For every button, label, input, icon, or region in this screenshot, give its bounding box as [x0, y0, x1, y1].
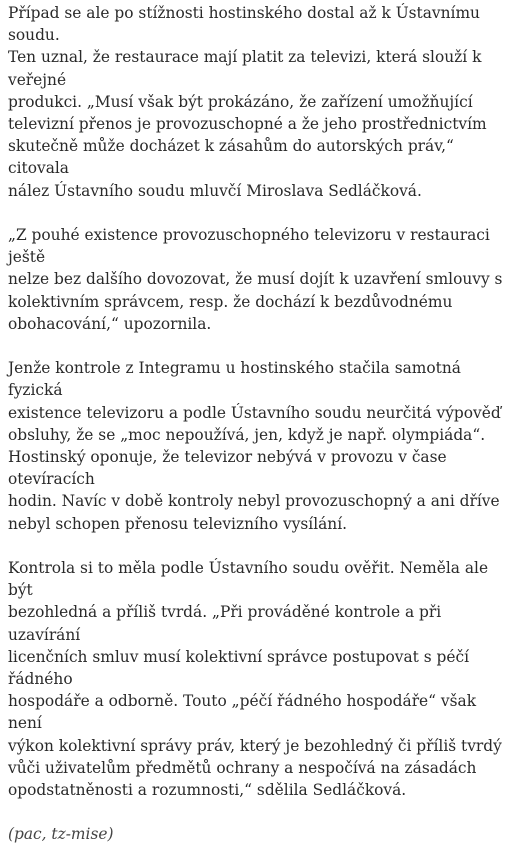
article-paragraph-1: Případ se ale po stížnosti hostinského dostal až k Ústavnímu soudu. Ten uznal, že restaurace mají platit za televizi, která slouží k veřejné produkci. „Musí však být prokázáno, že zařízení umožňující televizní přenos je provozuschopné a že jeho prostřednictvím skutečně může docházet k zásahům do autorských práv,“ citovala nález Ústavního soudu mluvčí Miroslava Sedláčková. — [8, 4, 487, 200]
article-paragraph-2: „Z pouhé existence provozuschopného televizoru v restauraci ještě nelze bez dalšího dovozovat, že musí dojít k uzavření smlouvy s kolektivním správcem, resp. že dochází k bezdůvodnému obohacování,“ upozornila. — [8, 226, 503, 333]
article-paragraph-3: Jenže kontrole z Integramu u hostinského stačila samotná fyzická existence televizoru a podle Ústavního soudu neurčitá výpověď obsluhy, že se „moc nepoužívá, jen, když je např. olympiáda“. Hostinský oponuje, že televizor nebývá v provozu v čase otevíracích hodin. Navíc v době kontroly nebyl provozuschopný a ani dříve nebyl schopen přenosu televizního vysílání. — [8, 359, 501, 533]
article-paragraph-4: Kontrola si to měla podle Ústavního soudu ověřit. Neměla ale být bezohledná a příliš tvrdá. „Při prováděné kontrole a při uzavírání licenčních smluv musí kolektivní správce postupovat s péčí řádného hospodáře a odborně. Touto „péčí řádného hospodáře“ však není výkon kolektivní správy práv, který je bezohledný či příliš tvrdý vůči uživatelům předmětů ochrany a nespočívá na zásadách opodstatněnosti a rozumnosti,“ sdělila Sedláčková. — [8, 559, 502, 800]
article-source-credit: (pac, tz-mise) — [8, 825, 114, 844]
article-body — [8, 2, 508, 846]
